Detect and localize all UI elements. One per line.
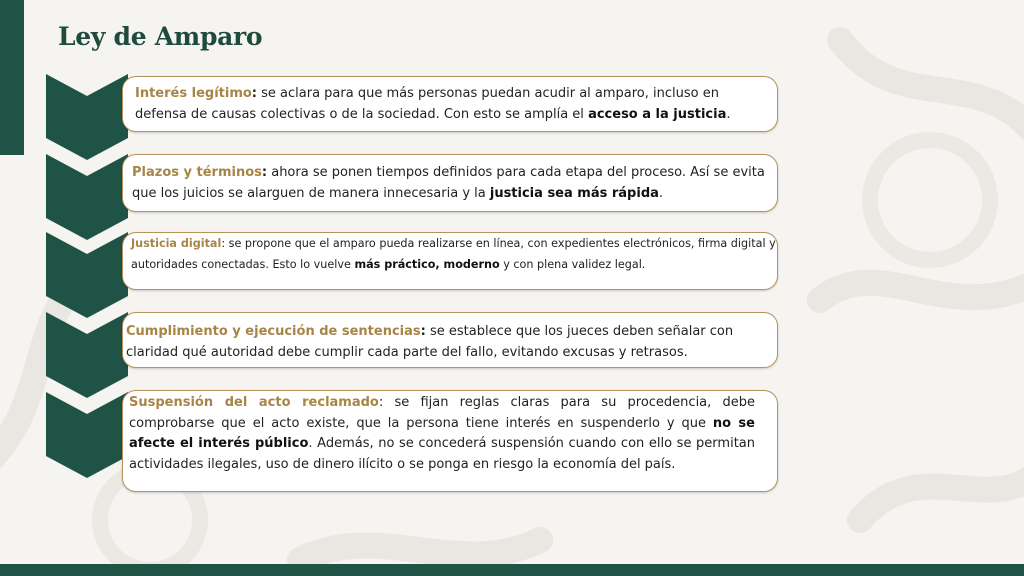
item-text: Plazos y términos: ahora se ponen tiempos definidos para cada etapa del proceso. Así se evita que los juicios se alarguen de manera innecesaria y la justicia sea más rápida.: [132, 165, 765, 201]
chevron-marker-icon: [46, 392, 128, 478]
item-heading: Interés legítimo: [135, 86, 252, 101]
chevron-marker-icon: [46, 312, 128, 398]
item-box-interes-legitimo: [122, 76, 778, 132]
item-emphasis: justicia sea más rápida: [489, 186, 659, 201]
item-box-justicia-digital: [122, 232, 778, 290]
item-emphasis: más práctico, moderno: [354, 257, 500, 271]
item-box-plazos-terminos: [122, 154, 778, 212]
bottom-bar: [0, 564, 1024, 576]
chevron-marker-icon: [46, 154, 128, 240]
item-heading: Suspensión del acto reclamado: [129, 395, 379, 410]
page-title: Ley de Amparo: [58, 22, 263, 51]
item-text: Interés legítimo: se aclara para que más personas puedan acudir al amparo, incluso en defensa de causas colectivas o de la sociedad. Con esto se amplía el acceso a la justicia.: [135, 86, 731, 122]
item-heading: Plazos y términos: [132, 165, 262, 180]
item-text: Suspensión del acto reclamado: se fijan reglas claras para su procedencia, debe comprobarse que el acto existe, que la persona tiene interés en suspenderlo y que no se afecte el interés público. Además, no se concederá suspensión cuando con ello se permitan actividades ilegales, uso de dinero ilícito o se ponga en riesgo la economía del país.: [129, 395, 755, 472]
side-stripe: [0, 0, 24, 155]
chevron-marker-icon: [46, 74, 128, 160]
item-box-cumplimiento-sentencias: [122, 312, 778, 368]
item-emphasis: no se afecte el interés público: [129, 415, 755, 451]
item-heading: Cumplimiento y ejecución de sentencias: [126, 324, 421, 339]
item-box-suspension-acto: [122, 390, 778, 492]
item-emphasis: acceso a la justicia: [588, 107, 727, 122]
item-heading: Justicia digital: [131, 237, 222, 250]
item-text: Cumplimiento y ejecución de sentencias: se establece que los jueces deben señalar con claridad qué autoridad debe cumplir cada parte del fallo, evitando excusas y retrasos.: [126, 324, 734, 360]
chevron-marker-icon: [46, 232, 128, 318]
item-text: Justicia digital: se propone que el amparo pueda realizarse en línea, con expedientes electrónicos, firma digital y autoridades conectadas. Esto lo vuelve más práctico, moderno y con plena validez legal.: [131, 237, 776, 271]
